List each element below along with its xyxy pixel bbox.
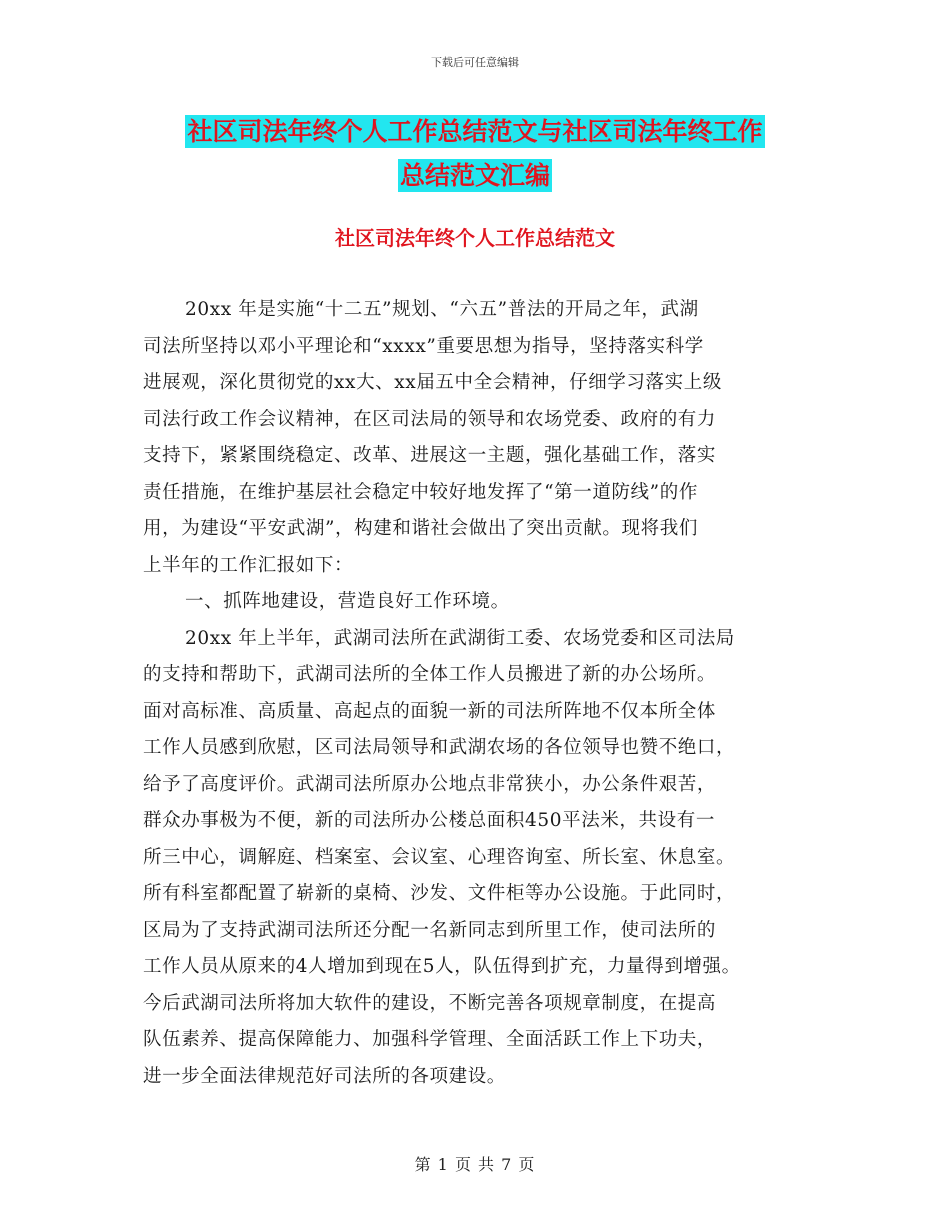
paragraph-line: 队伍素养、提高保障能力、加强科学管理、全面活跃工作上下功夫， [143, 1029, 717, 1050]
paragraph-line: 上半年的工作汇报如下： [143, 554, 354, 576]
paragraph-line: 司法行政工作会议精神，在区司法局的领导和农场党委、政府的有力 [143, 408, 717, 430]
page-number-footer: 第 1 页 共 7 页 [414, 1155, 536, 1174]
section-title: 社区司法年终个人工作总结范文 [335, 226, 615, 250]
paragraph-line: 责任措施，在维护基层社会稳定中较好地发挥了“第一道防线”的作 [143, 481, 698, 503]
document-title-line-2: 总结范文汇编 [399, 161, 550, 190]
paragraph-line: 区局为了支持武湖司法所还分配一名新同志到所里工作，使司法所的 [143, 919, 717, 941]
paragraph-line: 工作人员感到欣慰，区司法局领导和武湖农场的各位领导也赞不绝口， [143, 737, 736, 758]
subheading-line: 一、抓阵地建设，营造良好工作环境。 [185, 591, 510, 612]
paragraph-line: 用，为建设“平安武湖”，构建和谐社会做出了突出贡献。现将我们 [143, 518, 698, 539]
paragraph-line: 支持下，紧紧围绕稳定、改革、进展这一主题，强化基础工作，落实 [143, 445, 717, 466]
paragraph-line: 20xx 年是实施“十二五”规划、“六五”普法的开局之年，武湖 [185, 299, 699, 320]
paragraph-line: 所三中心，调解庭、档案室、会议室、心理咨询室、所长室、休息室。 [143, 846, 736, 868]
paragraph-line: 进展观，深化贯彻党的xx大、xx届五中全会精神，仔细学习落实上级 [143, 372, 722, 393]
paragraph-line: 司法所坚持以邓小平理论和“xxxx”重要思想为指导，坚持落实科学 [143, 335, 704, 357]
header-note: 下载后可任意编辑 [431, 56, 519, 69]
paragraph-line: 所有科室都配置了崭新的桌椅、沙发、文件柜等办公设施。于此同时， [143, 883, 736, 904]
paragraph-line: 20xx 年上半年，武湖司法所在武湖街工委、农场党委和区司法局 [185, 627, 735, 649]
paragraph-line: 的支持和帮助下，武湖司法所的全体工作人员搬进了新的办公场所。 [143, 664, 717, 685]
paragraph-line: 群众办事极为不便，新的司法所办公楼总面积450平法米，共设有一 [143, 810, 715, 831]
paragraph-line: 面对高标准、高质量、高起点的面貌一新的司法所阵地不仅本所全体 [143, 700, 717, 722]
paragraph-line: 给予了高度评价。武湖司法所原办公地点非常狭小，办公条件艰苦， [143, 773, 717, 795]
paragraph-line: 今后武湖司法所将加大软件的建设，不断完善各项规章制度，在提高 [143, 992, 717, 1014]
document-title-line-1: 社区司法年终个人工作总结范文与社区司法年终工作 [187, 117, 763, 146]
paragraph-line: 工作人员从原来的4人增加到现在5人，队伍得到扩充，力量得到增强。 [143, 956, 741, 977]
document-title [145, 110, 805, 198]
body-text [143, 292, 843, 1095]
paragraph-line: 进一步全面法律规范好司法所的各项建设。 [143, 1065, 506, 1087]
